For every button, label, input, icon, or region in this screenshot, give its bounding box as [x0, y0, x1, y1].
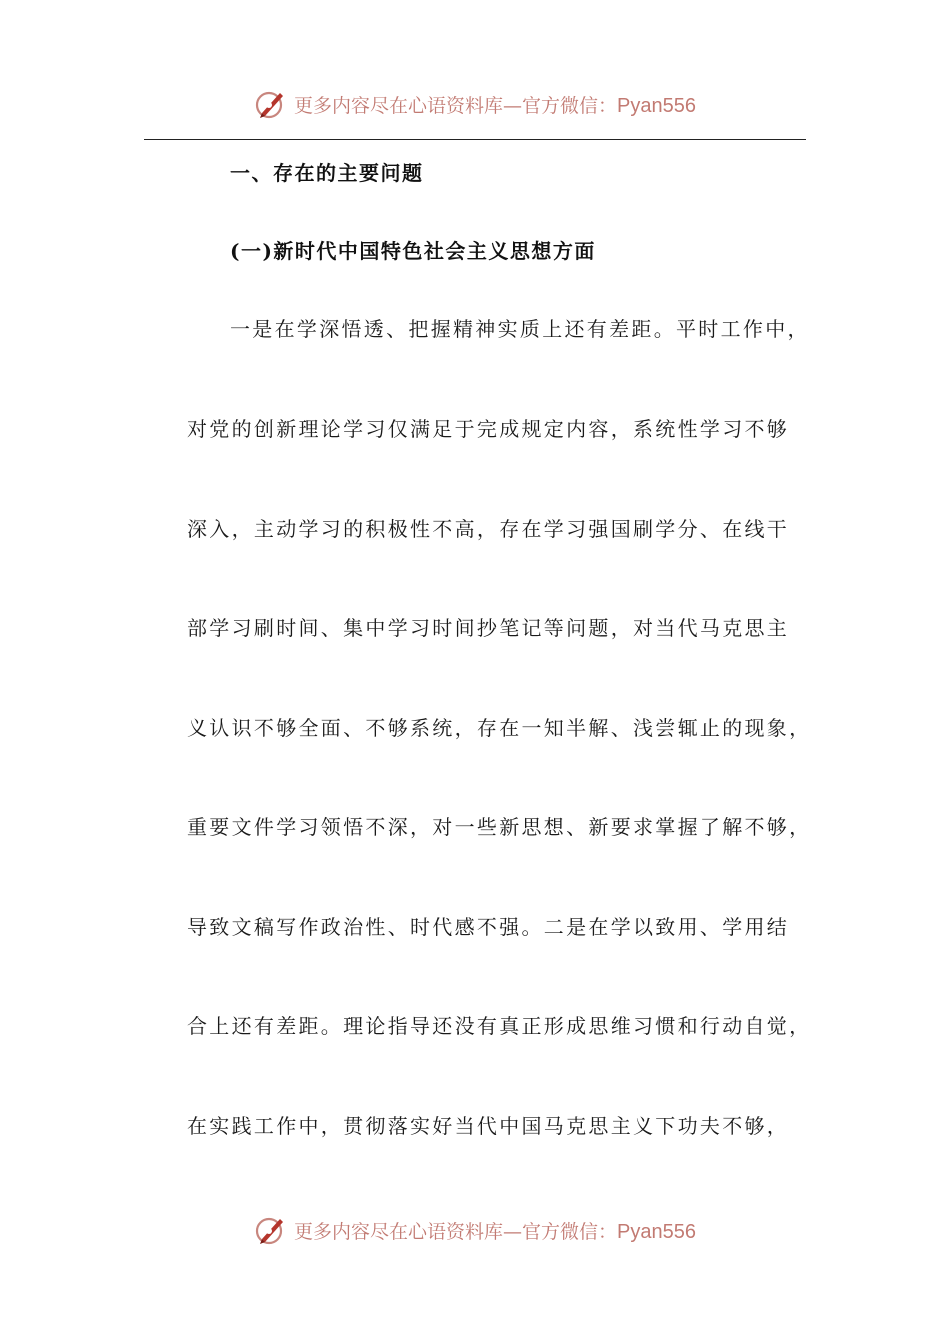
watermark-text: 更多内容尽在心语资料库—官方微信： — [294, 1220, 618, 1243]
footer-watermark — [0, 1208, 950, 1252]
paragraph-line-4: 部学习刷时间、集中学习时间抄笔记等问题，对当代马克思主 — [187, 616, 790, 640]
pen-logo-icon — [254, 1213, 288, 1247]
paragraph-line-6: 重要文件学习领悟不深，对一些新思想、新要求掌握了解不够， — [187, 815, 812, 839]
watermark-wechat-id: Pyan556 — [617, 94, 696, 117]
paragraph-line-9: 在实践工作中，贯彻落实好当代中国马克思主义下功夫不够， — [187, 1114, 790, 1138]
header-rule — [144, 139, 806, 140]
paragraph-line-8: 合上还有差距。理论指导还没有真正形成思维习惯和行动自觉， — [187, 1014, 812, 1038]
paragraph-line-3: 深入，主动学习的积极性不高，存在学习强国刷学分、在线干 — [187, 517, 790, 541]
section-heading: 一、存在的主要问题 — [230, 161, 424, 185]
paragraph-line-5: 义认识不够全面、不够系统，存在一知半解、浅尝辄止的现象， — [187, 716, 812, 740]
paragraph-line-1: 一是在学深悟透、把握精神实质上还有差距。平时工作中， — [230, 317, 810, 341]
header-watermark — [0, 82, 950, 126]
paragraph-line-7: 导致文稿写作政治性、时代感不强。二是在学以致用、学用结 — [187, 915, 790, 939]
pen-logo-icon — [254, 87, 288, 121]
paragraph-line-2: 对党的创新理论学习仅满足于完成规定内容，系统性学习不够 — [187, 417, 790, 441]
watermark-wechat-id: Pyan556 — [617, 1220, 696, 1243]
watermark-text: 更多内容尽在心语资料库—官方微信： — [294, 94, 618, 117]
subsection-heading: (一)新时代中国特色社会主义思想方面 — [230, 239, 596, 263]
